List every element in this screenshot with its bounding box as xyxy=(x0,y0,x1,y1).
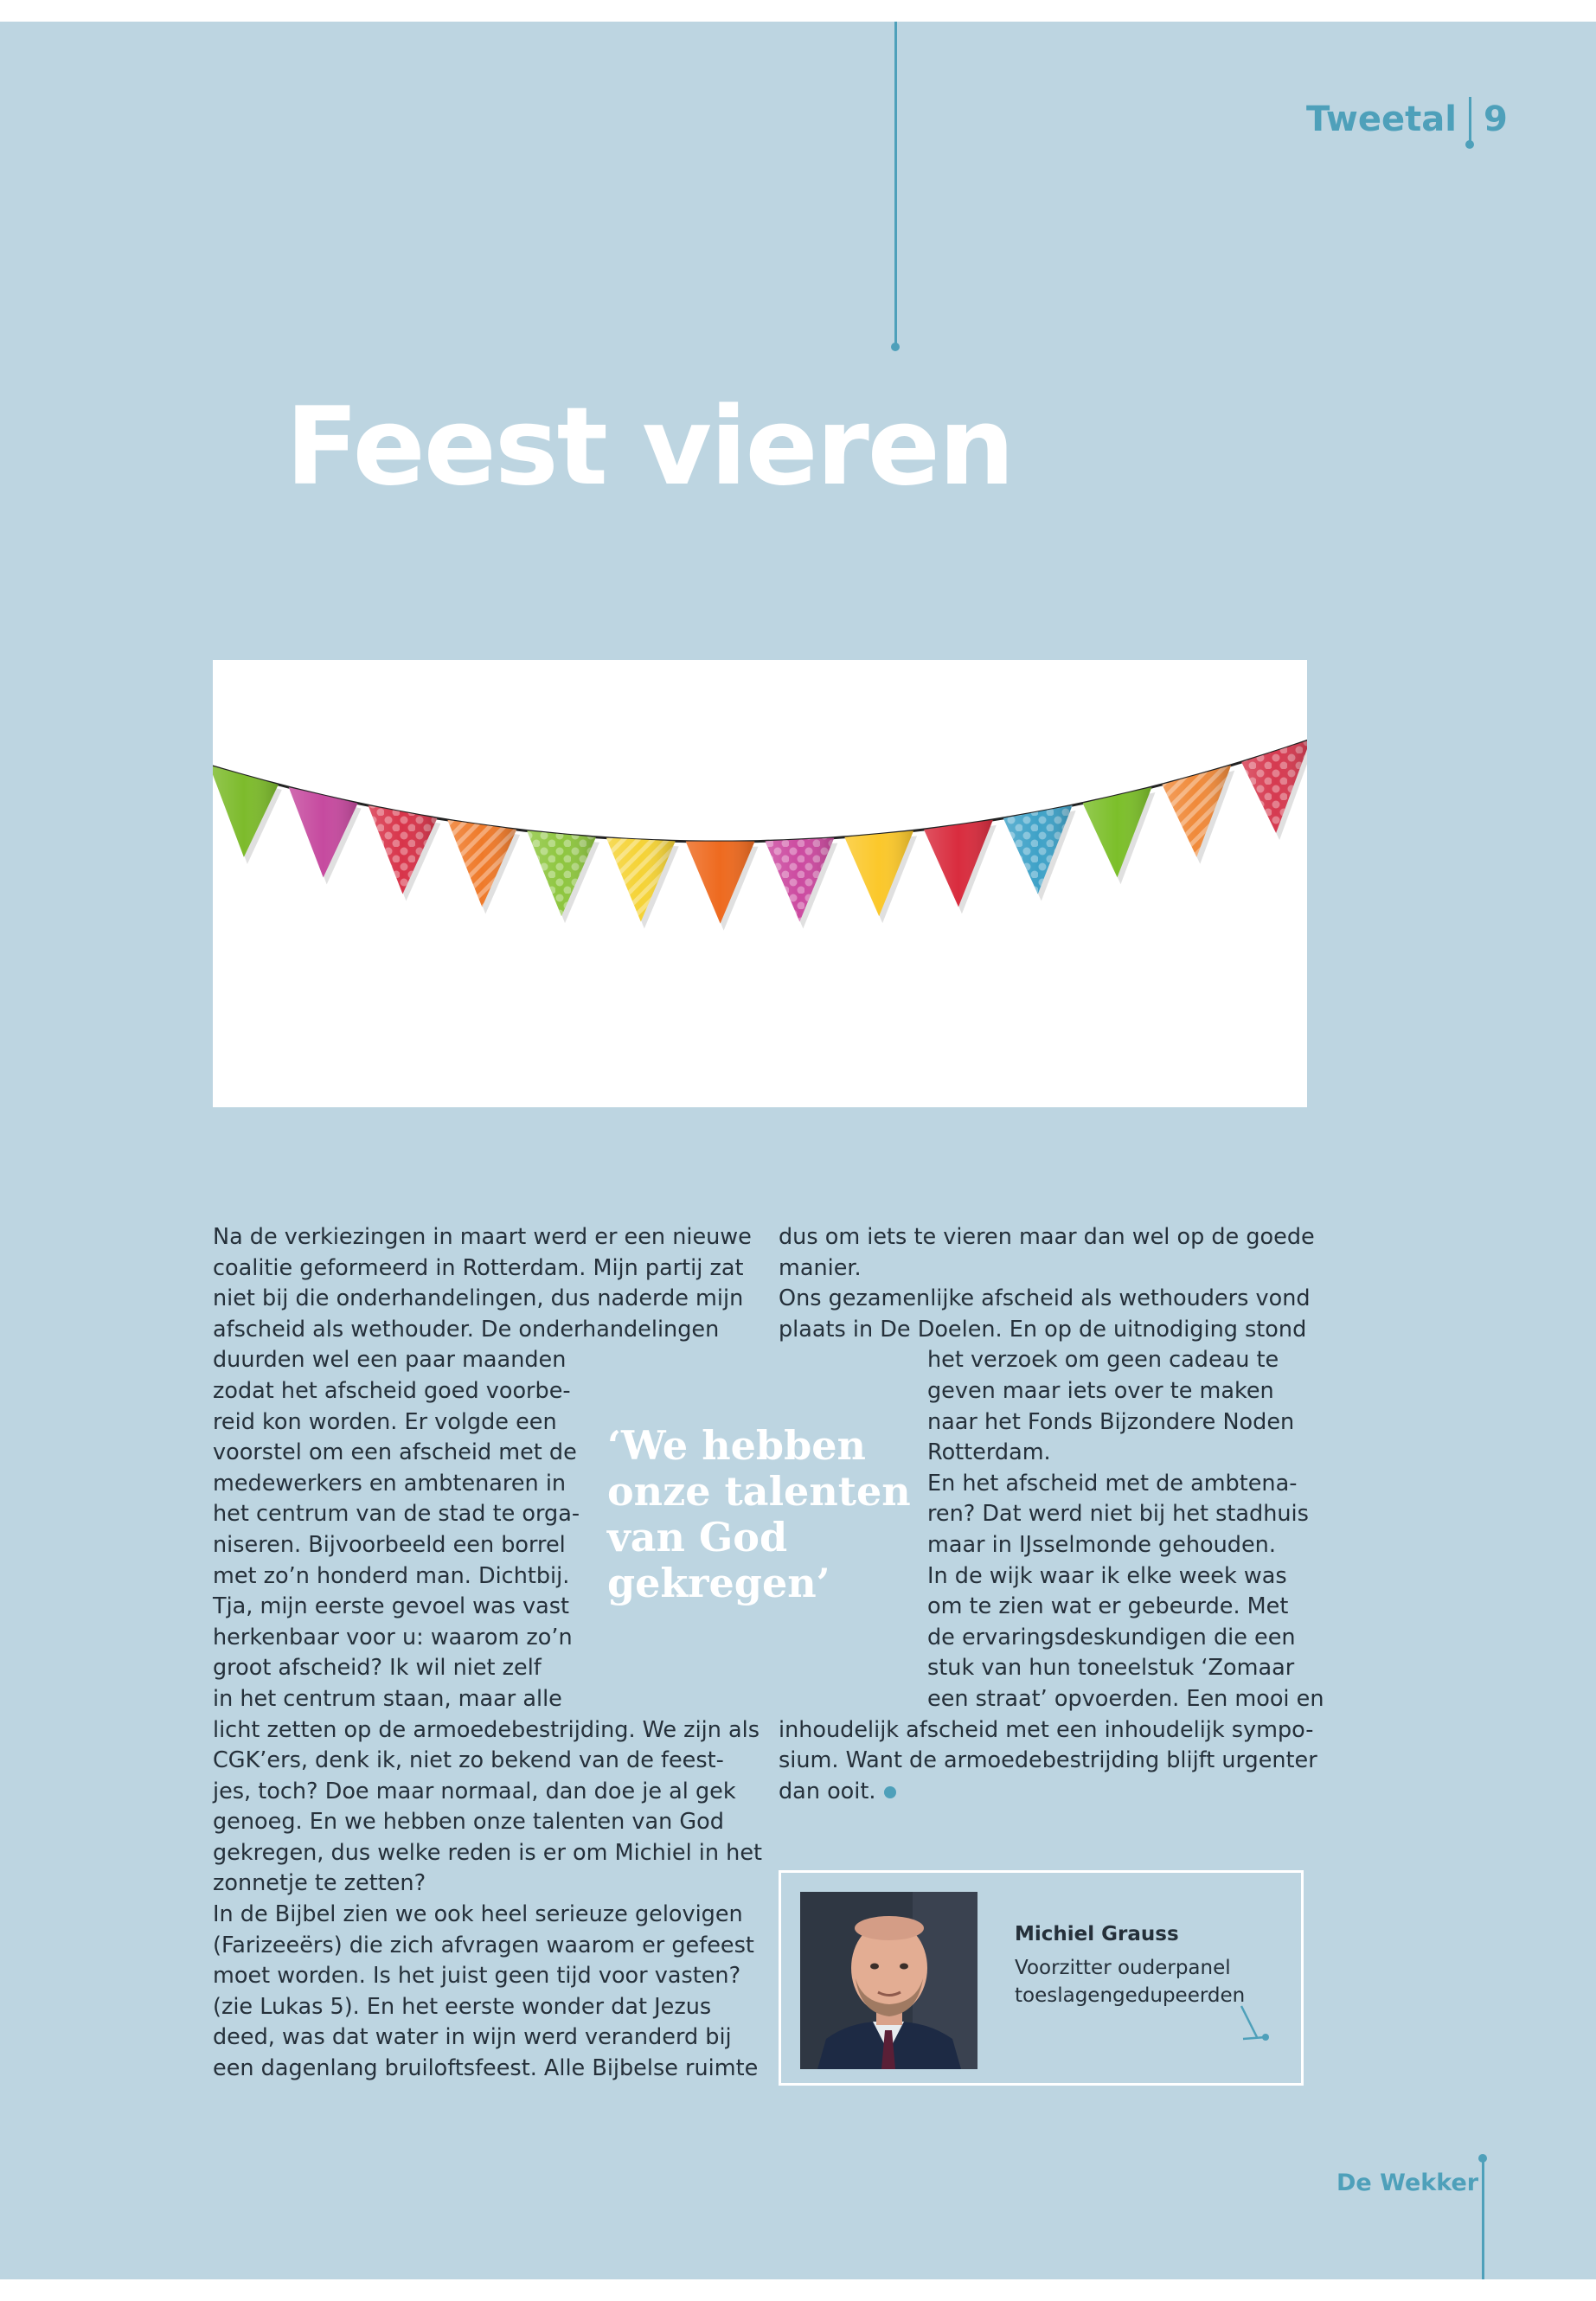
section-title: Tweetal xyxy=(1306,99,1457,139)
paragraph-line: niet bij die onderhandelingen, dus naderde mijn xyxy=(213,1285,744,1312)
paragraph-line: dus om iets te vieren maar dan wel op de goede xyxy=(779,1224,1315,1250)
paragraph-line: deed, was dat water in wijn werd veranderd bij xyxy=(213,2024,732,2051)
bunting-flag xyxy=(447,820,520,914)
paragraph-line: Tja, mijn eerste gevoel was vast xyxy=(213,1593,570,1620)
paragraph-line: reid kon worden. Er volgde een xyxy=(213,1408,557,1435)
paragraph-line: sium. Want de armoedebestrijding blijft urgenter xyxy=(779,1747,1317,1774)
bunting-flag-shade xyxy=(844,830,913,916)
paragraph-line: genoeg. En we hebben onze talenten van God xyxy=(213,1809,724,1836)
pull-quote-line: ‘We hebben xyxy=(607,1422,866,1469)
decorative-tick-mark xyxy=(1238,2003,1272,2054)
bunting-photo xyxy=(213,660,1307,1107)
bunting-flag xyxy=(213,766,282,864)
paragraph-line: geven maar iets over te maken xyxy=(927,1377,1274,1404)
paragraph-line: het verzoek om geen cadeau te xyxy=(927,1347,1279,1374)
author-box xyxy=(779,1870,1304,2086)
bunting-flag-shade xyxy=(766,838,835,922)
bunting-flag xyxy=(1162,766,1234,864)
decorative-line-top xyxy=(894,22,897,346)
paragraph-line: duurden wel een paar maanden xyxy=(213,1347,567,1374)
paragraph-line: een straat’ opvoerden. Een mooi en xyxy=(927,1685,1324,1712)
article-column-2-narrow xyxy=(927,1345,1324,1715)
paragraph-line: (Farizeeërs) die zich afvragen waarom er gefeest xyxy=(213,1932,754,1958)
paragraph-line: in het centrum staan, maar alle xyxy=(213,1685,562,1712)
bunting-flag xyxy=(289,787,362,884)
author-role-line: Voorzitter ouderpanel xyxy=(1015,1957,1231,1979)
paragraph-line: In de wijk waar ik elke week was xyxy=(927,1562,1287,1589)
bunting-flag-shade xyxy=(1003,805,1073,894)
paragraph-line: jes, toch? Doe maar normaal, dan doe je al gek xyxy=(213,1778,736,1804)
article-column-2-bottom xyxy=(779,1715,1317,1808)
article-title: Feest vieren xyxy=(285,385,1014,510)
bunting-flag xyxy=(606,838,679,929)
paragraph-line: om te zien wat er gebeurde. Met xyxy=(927,1593,1289,1620)
paragraph-line: ren? Dat werd niet bij het stadhuis xyxy=(927,1501,1309,1528)
paragraph-line: Na de verkiezingen in maart werd er een nieuwe xyxy=(213,1224,752,1250)
bunting-flag xyxy=(1083,787,1156,884)
paragraph-line: niseren. Bijvoorbeeld een borrel xyxy=(213,1531,566,1558)
bunting-flag xyxy=(766,838,838,929)
paragraph-line: En het afscheid met de ambtena- xyxy=(927,1470,1298,1497)
paragraph-line: Ons gezamenlijke afscheid als wethouders vond xyxy=(779,1285,1311,1312)
bunting-flag-shade xyxy=(924,820,993,907)
paragraph-line: de ervaringsdeskundigen die een xyxy=(927,1624,1296,1650)
pull-quote xyxy=(607,1423,911,1606)
bunting-flag xyxy=(1241,740,1307,840)
bunting-flag xyxy=(844,830,917,923)
paragraph-line: coalitie geformeerd in Rotterdam. Mijn partij zat xyxy=(213,1254,744,1281)
bunting-flag xyxy=(686,842,759,931)
paragraph-line: zodat het afscheid goed voorbe- xyxy=(213,1377,571,1404)
magazine-name: De Wekker xyxy=(1336,2170,1479,2196)
author-photo xyxy=(800,1892,977,2069)
page-number: 9 xyxy=(1483,99,1508,139)
bunting-flag-shade xyxy=(686,842,755,924)
paragraph-line: voorstel om een afscheid met de xyxy=(213,1439,577,1466)
paragraph-line: manier. xyxy=(779,1254,862,1281)
paragraph-line: gekregen, dus welke reden is er om Michiel in het xyxy=(213,1839,763,1866)
pull-quote-line: van God xyxy=(607,1514,788,1561)
decorative-dot-top xyxy=(891,343,900,351)
paragraph-line: plaats in De Doelen. En op de uitnodiging stond xyxy=(779,1316,1307,1343)
decorative-dot-bottom xyxy=(1478,2154,1487,2163)
paragraph-line: naar het Fonds Bijzondere Noden xyxy=(927,1408,1295,1435)
bunting-flag xyxy=(527,830,599,923)
pull-quote-line: gekregen’ xyxy=(607,1560,830,1606)
author-name: Michiel Grauss xyxy=(1015,1923,1179,1945)
paragraph-line: zonnetje te zetten? xyxy=(213,1870,426,1897)
paragraph-line: stuk van hun toneelstuk ‘Zomaar xyxy=(927,1655,1295,1682)
author-role xyxy=(1015,1954,1245,2009)
paragraph-line: het centrum van de stad te orga- xyxy=(213,1501,580,1528)
paragraph-line: afscheid als wethouder. De onderhandelingen xyxy=(213,1316,720,1343)
paragraph-line xyxy=(779,1777,1317,1808)
bunting-flag-shade xyxy=(606,838,676,922)
author-portrait-illustration xyxy=(800,1892,977,2069)
bunting-flag xyxy=(924,820,997,914)
paragraph-line: herkenbaar voor u: waarom zo’n xyxy=(213,1624,573,1650)
paragraph-line: medewerkers en ambtenaren in xyxy=(213,1470,567,1497)
paragraph-line: maar in IJsselmonde gehouden. xyxy=(927,1531,1276,1558)
paragraph-line: met zo’n honderd man. Dichtbij. xyxy=(213,1562,570,1589)
paragraph-line-text: dan ooit. xyxy=(779,1778,876,1804)
paragraph-line: Rotterdam. xyxy=(927,1439,1051,1466)
bunting-flag xyxy=(369,805,441,901)
pull-quote-line: onze talenten xyxy=(607,1468,911,1515)
bunting-flag xyxy=(1003,805,1076,901)
paragraph-line: een dagenlang bruiloftsfeest. Alle Bijbelse ruimte xyxy=(213,2055,759,2082)
paragraph-line: moet worden. Is het juist geen tijd voor vasten? xyxy=(213,1963,741,1990)
paragraph-line: CGK’ers, denk ik, niet zo bekend van de feest- xyxy=(213,1747,724,1774)
paragraph-line: licht zetten op de armoedebestrijding. We zijn als xyxy=(213,1716,760,1743)
article-column-2-top xyxy=(779,1222,1315,1345)
page-header xyxy=(1306,93,1508,145)
bunting-flag-shade xyxy=(1162,766,1231,857)
author-role-line: toeslagengedupeerden xyxy=(1015,1984,1246,2007)
decorative-line-bottom xyxy=(1482,2158,1484,2279)
paragraph-line: (zie Lukas 5). En het eerste wonder dat Jezus xyxy=(213,1993,712,2020)
header-separator xyxy=(1469,97,1471,142)
article-column-1-top xyxy=(213,1222,762,2085)
paragraph-line: groot afscheid? Ik wil niet zelf xyxy=(213,1655,542,1682)
paragraph-line: In de Bijbel zien we ook heel serieuze gelovigen xyxy=(213,1901,743,1928)
bunting-illustration xyxy=(213,660,1307,1107)
end-of-article-dot xyxy=(884,1786,896,1798)
paragraph-line: inhoudelijk afscheid met een inhoudelijk sympo- xyxy=(779,1716,1314,1743)
